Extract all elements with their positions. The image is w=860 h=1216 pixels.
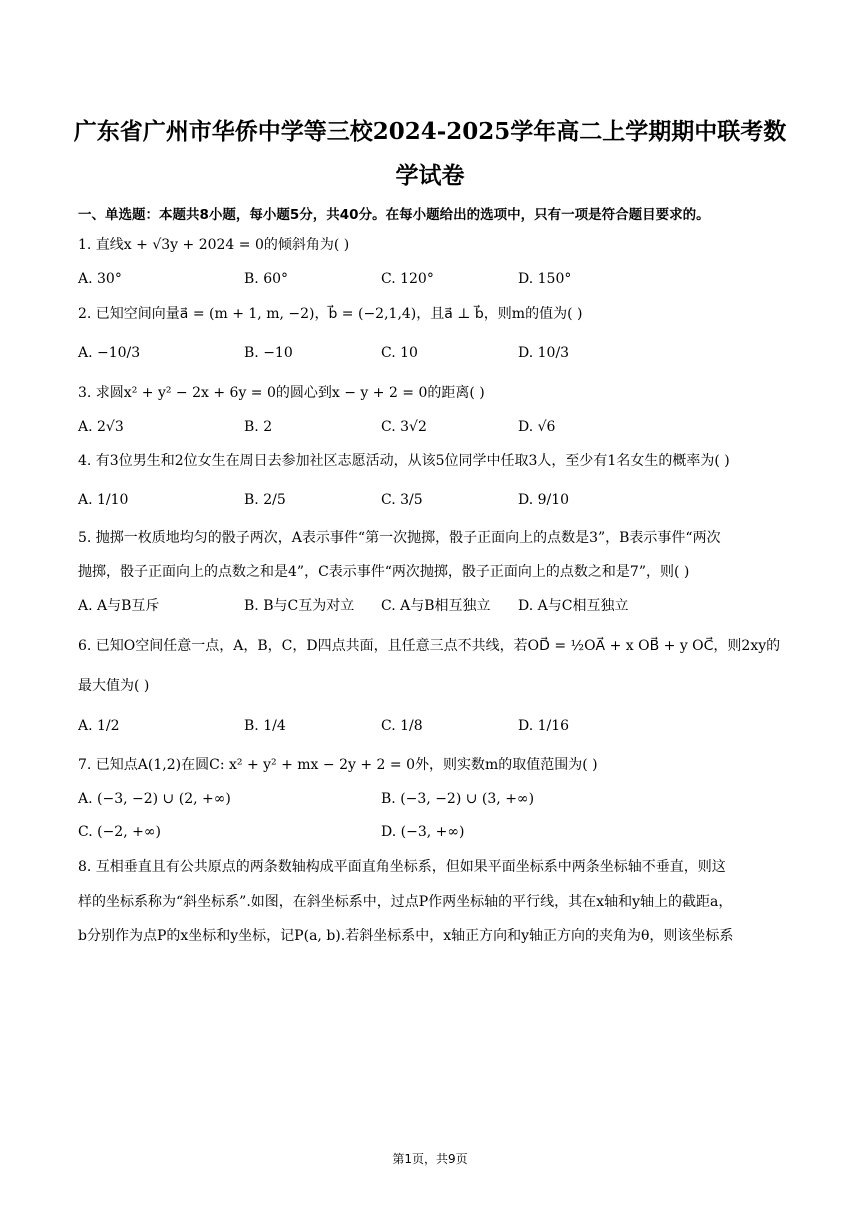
question-4-option-d: D. 9/10 [518, 492, 570, 508]
question-5-stem-line1: 5. 抛掷一枚质地均匀的骰子两次，A表示事件“第一次抛掷，骰子正面向上的点数是3”，B表示事件“两次 [78, 530, 721, 546]
question-4-option-c: C. 3/5 [381, 492, 423, 508]
page-footer: 第1页，共9页 [392, 1152, 468, 1166]
question-3-stem: 3. 求圆x² + y² − 2x + 6y = 0的圆心到x − y + 2 = 0的距离( ) [78, 385, 485, 401]
question-3-option-a: A. 2√3 [78, 419, 124, 435]
question-6-stem-line2: 最大值为( ) [78, 678, 150, 694]
question-6-option-b: B. 1/4 [244, 718, 286, 734]
question-3-option-b: B. 2 [244, 419, 273, 435]
question-7-option-b: B. (−3, −2) ∪ (3, +∞) [381, 791, 535, 807]
question-8-stem-line1: 8. 互相垂直且有公共原点的两条数轴构成平面直角坐标系，但如果平面坐标系中两条坐标轴不垂直，则这 [78, 859, 726, 875]
question-6-option-a: A. 1/2 [78, 718, 120, 734]
question-6-option-c: C. 1/8 [381, 718, 423, 734]
question-5-stem-line2: 抛掷，骰子正面向上的点数之和是4”，C表示事件“两次抛掷，骰子正面向上的点数之和是7”，则( ) [78, 564, 690, 580]
question-3-option-d: D. √6 [518, 419, 556, 435]
question-1-option-c: C. 120° [381, 271, 434, 287]
question-6-stem-line1: 6. 已知O空间任意一点，A，B，C，D四点共面，且任意三点不共线，若OD⃗ = ½OA⃗ + x OB⃗ + y OC⃗，则2xy的 [78, 638, 781, 654]
question-4-option-a: A. 1/10 [78, 492, 129, 508]
question-7-option-a: A. (−3, −2) ∪ (2, +∞) [78, 791, 231, 807]
question-7-option-c: C. (−2, +∞) [78, 824, 161, 840]
question-2-stem: 2. 已知空间向量a⃗ = (m + 1, m, −2)，b⃗ = (−2,1,4)，且a⃗ ⊥ b⃗，则m的值为( ) [78, 306, 583, 322]
question-1-option-b: B. 60° [244, 271, 289, 287]
question-1-option-d: D. 150° [518, 271, 572, 287]
question-5-option-b: B. B与C互为对立 [244, 598, 355, 614]
question-2-option-b: B. −10 [244, 345, 293, 361]
question-3-option-c: C. 3√2 [381, 419, 427, 435]
question-1-option-a: A. 30° [78, 271, 122, 287]
question-8-stem-line3: b分别作为点P的x坐标和y坐标，记P(a, b).若斜坐标系中，x轴正方向和y轴正方向的夹角为θ，则该坐标系 [78, 928, 734, 944]
question-8-stem-line2: 样的坐标系称为“斜坐标系”.如图，在斜坐标系中，过点P作两坐标轴的平行线，其在x轴和y轴上的截距a， [78, 894, 733, 910]
question-5-option-c: C. A与B相互独立 [381, 598, 491, 614]
question-4-stem: 4. 有3位男生和2位女生在周日去参加社区志愿活动，从该5位同学中任取3人，至少有1名女生的概率为( ) [78, 453, 730, 469]
question-5-option-d: D. A与C相互独立 [518, 598, 629, 614]
question-7-stem: 7. 已知点A(1,2)在圆C: x² + y² + mx − 2y + 2 = 0外，则实数m的取值范围为( ) [78, 757, 598, 773]
question-6-option-d: D. 1/16 [518, 718, 570, 734]
question-2-option-a: A. −10/3 [78, 345, 141, 361]
question-1-stem: 1. 直线x + √3y + 2024 = 0的倾斜角为( ) [78, 237, 350, 253]
exam-title-line2: 学试卷 [395, 162, 465, 189]
question-2-option-c: C. 10 [381, 345, 418, 361]
question-7-option-d: D. (−3, +∞) [381, 824, 465, 840]
question-4-option-b: B. 2/5 [244, 492, 286, 508]
question-2-option-d: D. 10/3 [518, 345, 570, 361]
question-5-option-a: A. A与B互斥 [78, 598, 160, 614]
section-heading: 一、单选题：本题共8小题，每小题5分，共40分。在每小题给出的选项中，只有一项是符合题目要求的。 [78, 207, 710, 223]
exam-title-line1: 广东省广州市华侨中学等三校2024-2025学年高二上学期期中联考数 [73, 118, 787, 145]
